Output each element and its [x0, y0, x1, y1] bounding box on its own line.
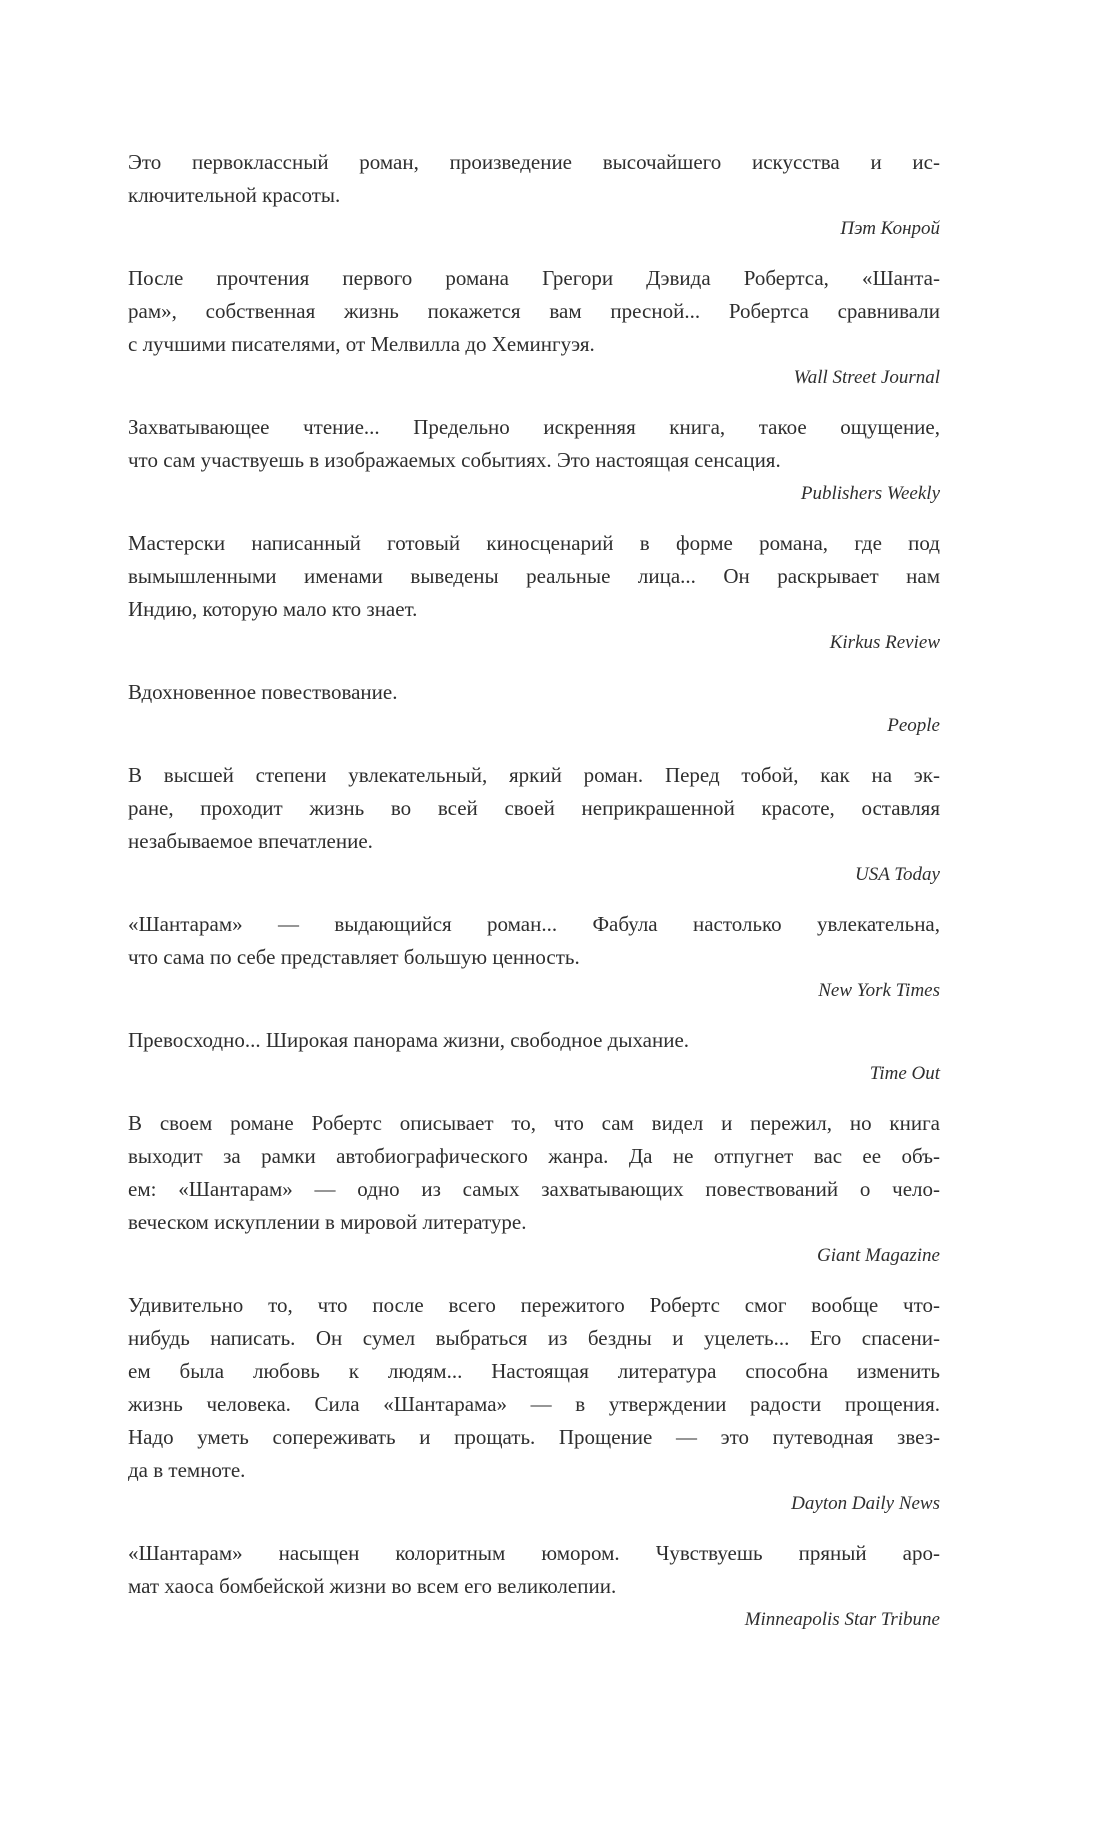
quote-line: Индию, которую мало кто знает. [128, 597, 418, 621]
quote-block [128, 676, 940, 742]
praise-quotes-block [128, 146, 940, 1653]
quote-line: Вдохновенное повествование. [128, 680, 398, 704]
quote-attribution: People [887, 715, 940, 736]
quote-line: ем была любовь к людям... Настоящая литература способна изменить [128, 1359, 940, 1383]
quote-line: «Шантарам» насыщен колоритным юмором. Чувствуешь пряный аро- [128, 1541, 940, 1565]
quote-line: вымышленными именами выведены реальные лица... Он раскрывает нам [128, 564, 940, 588]
quote-block [128, 908, 940, 1007]
quote-attribution: Dayton Daily News [791, 1493, 940, 1514]
quote-line: Надо уметь сопереживать и прощать. Прощение — это путеводная звез- [128, 1425, 940, 1449]
quote-line: веческом искуплении в мировой литературе. [128, 1210, 527, 1234]
quote-attribution: Wall Street Journal [793, 367, 940, 388]
quote-attribution: Minneapolis Star Tribune [744, 1609, 940, 1630]
quote-block [128, 1537, 940, 1636]
quote-attribution: Giant Magazine [817, 1245, 940, 1266]
quote-block [128, 146, 940, 245]
quote-line: Захватывающее чтение... Предельно искренняя книга, такое ощущение, [128, 415, 940, 439]
quote-block [128, 1107, 940, 1272]
quote-line: В своем романе Робертс описывает то, что сам видел и пережил, но книга [128, 1111, 940, 1135]
quote-line: Мастерски написанный готовый киносценарий в форме романа, где под [128, 531, 940, 555]
quote-block [128, 262, 940, 394]
quote-attribution: Kirkus Review [829, 632, 940, 653]
quote-line: выходит за рамки автобиографического жанра. Да не отпугнет вас ее объ- [128, 1144, 940, 1168]
quote-line: что сам участвуешь в изображаемых событиях. Это настоящая сенсация. [128, 448, 781, 472]
quote-block [128, 759, 940, 891]
quote-line: нибудь написать. Он сумел выбраться из бездны и уцелеть... Его спасени- [128, 1326, 940, 1350]
quote-line: с лучшими писателями, от Мелвилла до Хемингуэя. [128, 332, 595, 356]
quote-line: ем: «Шантарам» — одно из самых захватывающих повествований о чело- [128, 1177, 940, 1201]
quote-line: ране, проходит жизнь во всей своей неприкрашенной красоте, оставляя [128, 796, 940, 820]
quote-line: «Шантарам» — выдающийся роман... Фабула настолько увлекательна, [128, 912, 940, 936]
quote-line: ключительной красоты. [128, 183, 341, 207]
quote-line: Удивительно то, что после всего пережитого Робертс смог вообще что- [128, 1293, 940, 1317]
quote-line: да в темноте. [128, 1458, 246, 1482]
quote-line: рам», собственная жизнь покажется вам пресной... Робертса сравнивали [128, 299, 940, 323]
quote-line: Превосходно... Широкая панорама жизни, свободное дыхание. [128, 1028, 690, 1052]
quote-block [128, 1024, 940, 1090]
quote-attribution: New York Times [818, 980, 940, 1001]
quote-attribution: Пэт Конрой [840, 218, 940, 239]
quote-attribution: Time Out [869, 1063, 940, 1084]
quote-line: что сама по себе представляет большую ценность. [128, 945, 580, 969]
quote-block [128, 411, 940, 510]
quote-block [128, 1289, 940, 1520]
quote-line: незабываемое впечатление. [128, 829, 373, 853]
quote-line: В высшей степени увлекательный, яркий роман. Перед тобой, как на эк- [128, 763, 940, 787]
quote-line: мат хаоса бомбейской жизни во всем его великолепии. [128, 1574, 617, 1598]
quote-attribution: USA Today [855, 864, 940, 885]
quote-line: Это первоклассный роман, произведение высочайшего искусства и ис- [128, 150, 940, 174]
quote-attribution: Publishers Weekly [800, 483, 940, 504]
quote-line: После прочтения первого романа Грегори Дэвида Робертса, «Шанта- [128, 266, 940, 290]
quote-block [128, 527, 940, 659]
quote-line: жизнь человека. Сила «Шантарама» — в утверждении радости прощения. [128, 1392, 940, 1416]
